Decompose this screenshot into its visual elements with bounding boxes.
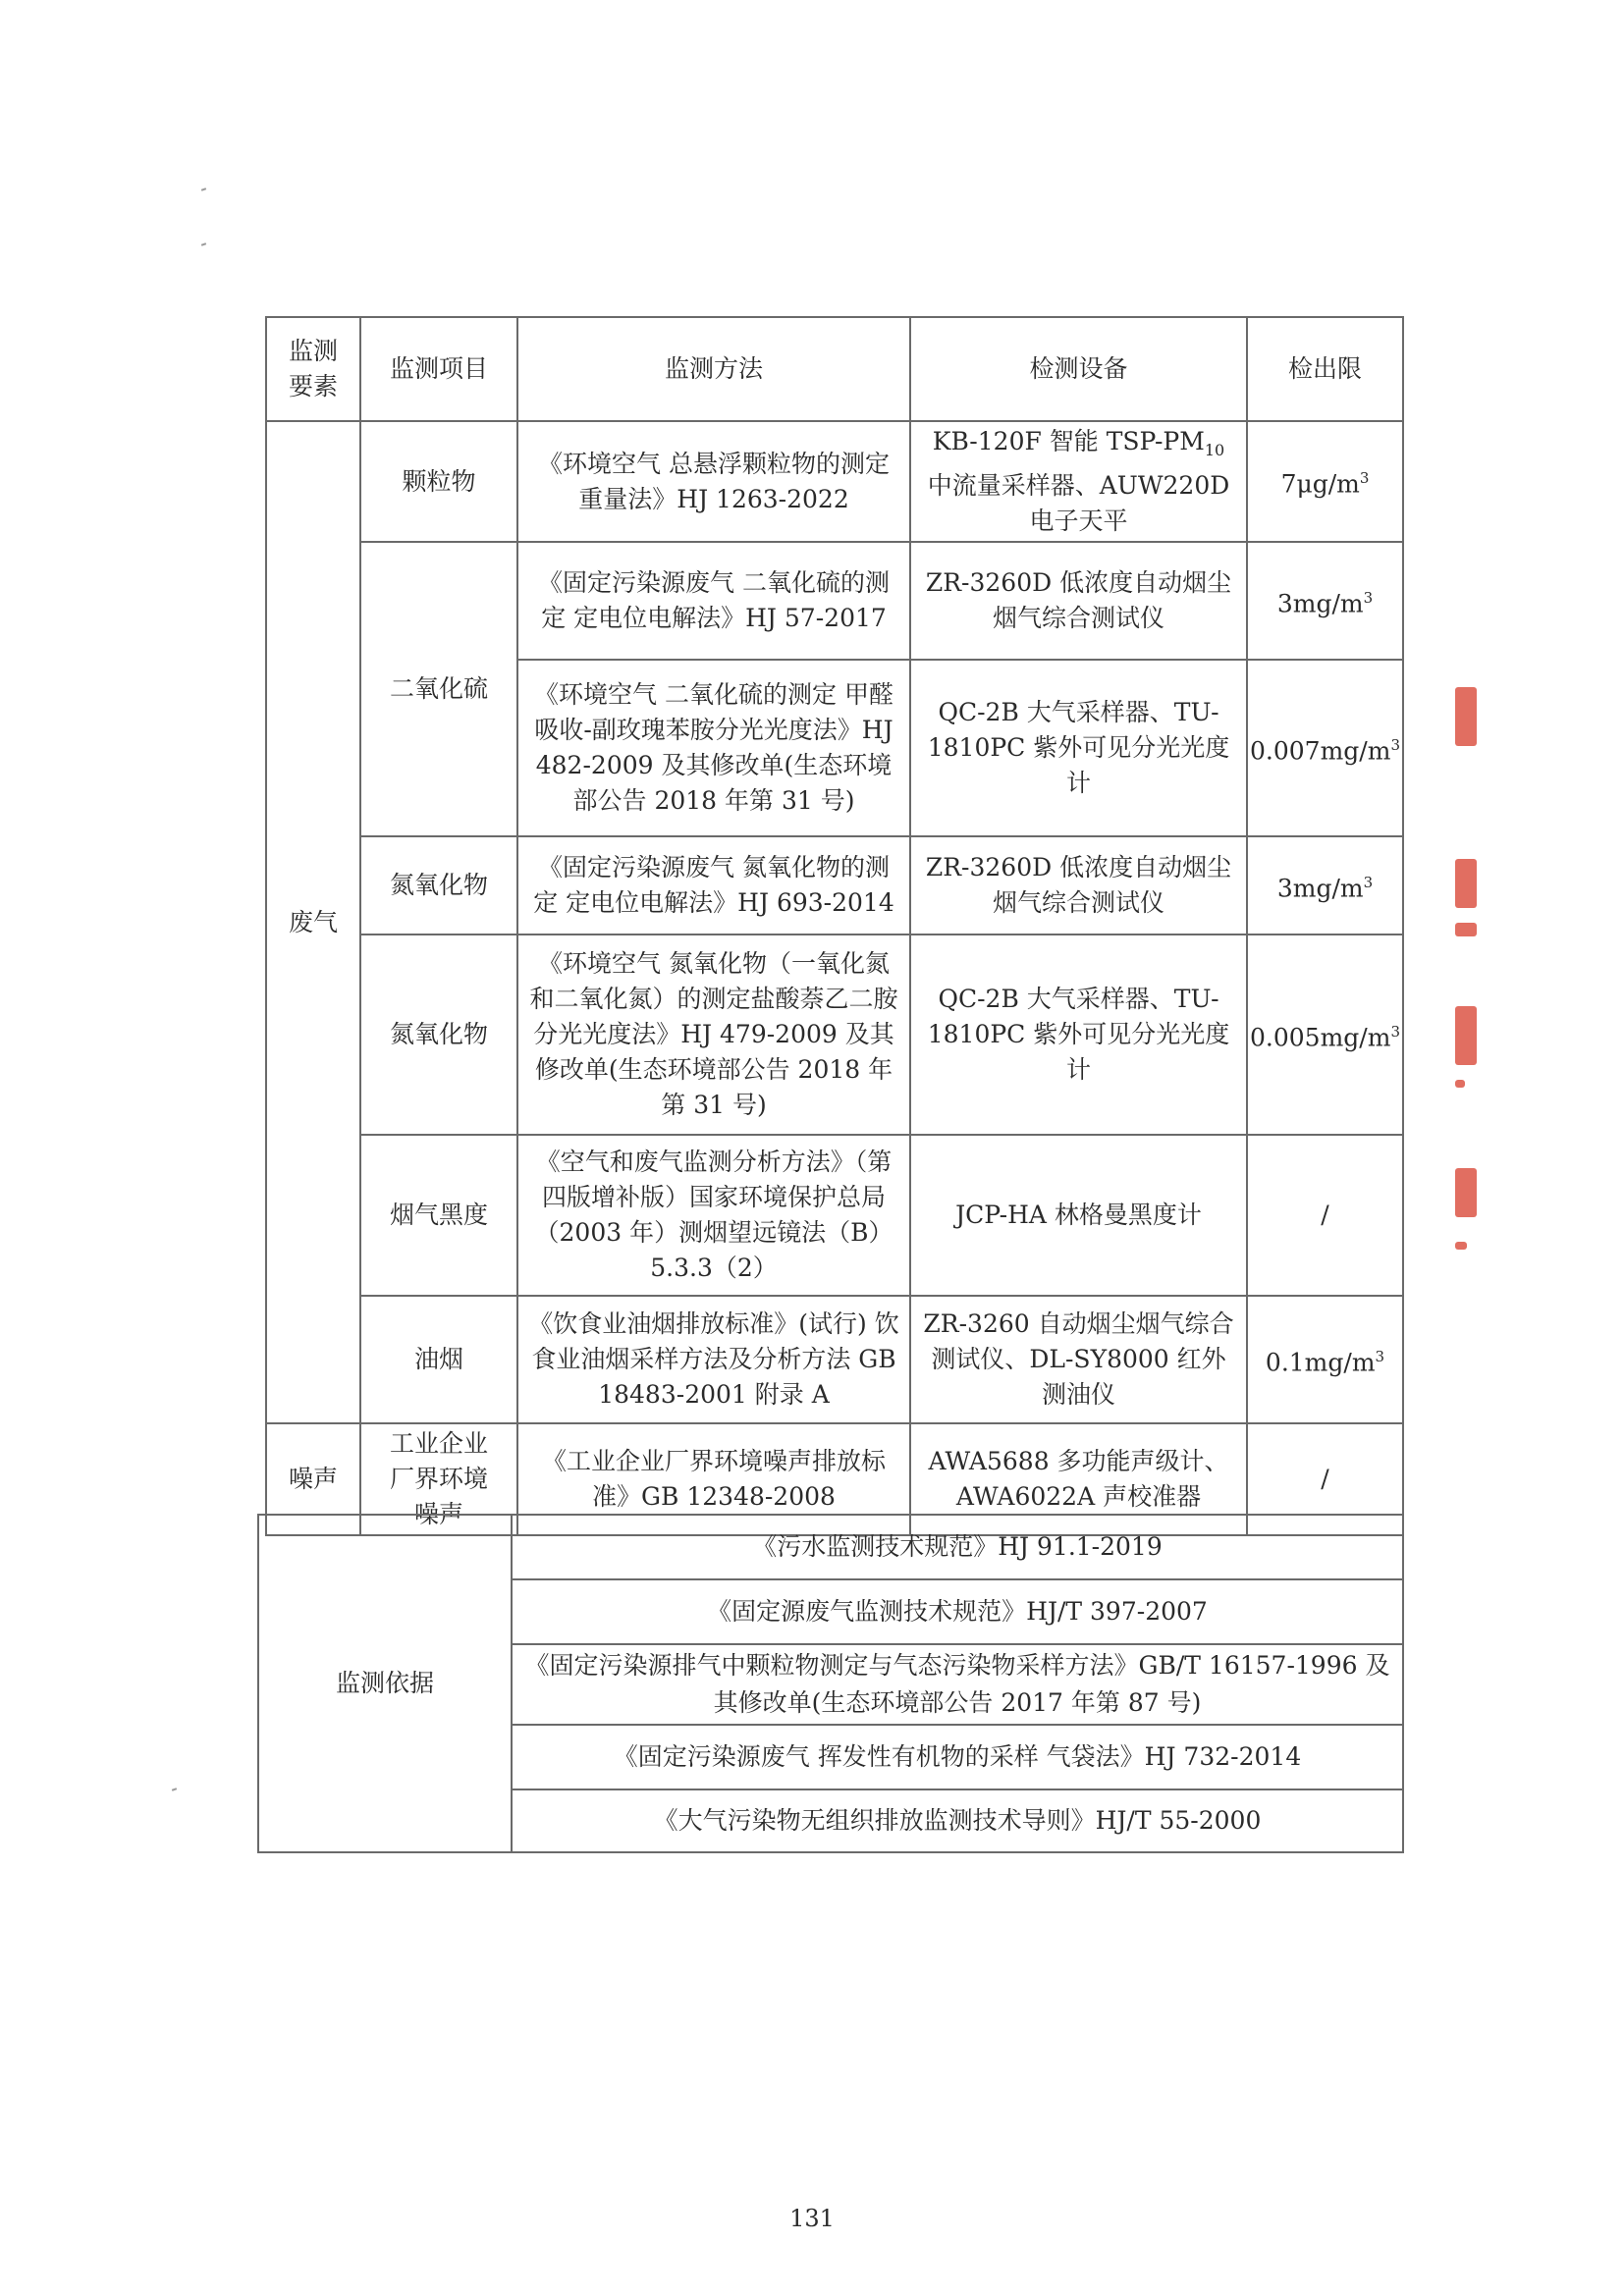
equipment-text: KB-120F 智能 TSP-PM bbox=[932, 427, 1205, 455]
item-cell: 二氧化硫 bbox=[360, 542, 517, 836]
basis-item: 《固定污染源排气中颗粒物测定与气态污染物采样方法》GB/T 16157-1996 及其修改单(生态环境部公告 2017 年第 87 号) bbox=[512, 1644, 1403, 1725]
equipment-cell: ZR-3260D 低浓度自动烟尘烟气综合测试仪 bbox=[910, 836, 1247, 934]
limit-cell: / bbox=[1247, 1423, 1403, 1535]
table-header-row bbox=[266, 317, 1403, 421]
method-cell: 《饮食业油烟排放标准》(试行) 饮食业油烟采样方法及分析方法 GB 18483-2001 附录 A bbox=[517, 1296, 910, 1423]
item-cell: 颗粒物 bbox=[360, 421, 517, 542]
table-row bbox=[266, 934, 1403, 1135]
method-cell: 《环境空气 氮氧化物（一氧化氮和二氧化氮）的测定盐酸萘乙二胺分光光度法》HJ 479-2009 及其修改单(生态环境部公告 2018 年第 31 号) bbox=[517, 934, 910, 1135]
limit-superscript: 3 bbox=[1390, 1022, 1400, 1041]
scan-speck bbox=[201, 242, 206, 246]
monitoring-basis-table bbox=[257, 1514, 1404, 1853]
limit-cell bbox=[1247, 1296, 1403, 1423]
header-item: 监测项目 bbox=[360, 317, 517, 421]
limit-value: 3mg/m bbox=[1276, 589, 1364, 618]
limit-cell bbox=[1247, 542, 1403, 660]
header-element: 监测要素 bbox=[266, 317, 360, 421]
equipment-cell: JCP-HA 林格曼黑度计 bbox=[910, 1135, 1247, 1296]
monitoring-methods-table bbox=[265, 316, 1404, 1536]
group-noise: 噪声 bbox=[266, 1423, 360, 1535]
table-row bbox=[266, 1135, 1403, 1296]
limit-superscript: 3 bbox=[1363, 873, 1374, 891]
group-waste-gas: 废气 bbox=[266, 421, 360, 1423]
equipment-subscript: 10 bbox=[1204, 441, 1225, 459]
limit-cell bbox=[1247, 421, 1403, 542]
basis-label: 监测依据 bbox=[258, 1515, 512, 1852]
header-limit: 检出限 bbox=[1247, 317, 1403, 421]
method-cell: 《固定污染源废气 二氧化硫的测定 定电位电解法》HJ 57-2017 bbox=[517, 542, 910, 660]
item-cell: 工业企业厂界环境噪声 bbox=[360, 1423, 517, 1535]
limit-superscript: 3 bbox=[1375, 1347, 1385, 1365]
item-cell: 油烟 bbox=[360, 1296, 517, 1423]
item-cell: 氮氧化物 bbox=[360, 934, 517, 1135]
basis-row bbox=[258, 1515, 1403, 1579]
limit-value: 0.007mg/m bbox=[1250, 736, 1391, 766]
basis-item: 《固定源废气监测技术规范》HJ/T 397-2007 bbox=[512, 1579, 1403, 1644]
equipment-cell bbox=[910, 421, 1247, 542]
limit-superscript: 3 bbox=[1359, 469, 1370, 488]
scan-speck bbox=[172, 1788, 177, 1791]
method-cell: 《固定污染源废气 氮氧化物的测定 定电位电解法》HJ 693-2014 bbox=[517, 836, 910, 934]
equipment-cell: QC-2B 大气采样器、TU-1810PC 紫外可见分光光度计 bbox=[910, 934, 1247, 1135]
method-cell: 《环境空气 二氧化硫的测定 甲醛吸收-副玫瑰苯胺分光光度法》HJ 482-2009 及其修改单(生态环境部公告 2018 年第 31 号) bbox=[517, 660, 910, 836]
item-cell: 氮氧化物 bbox=[360, 836, 517, 934]
table-row bbox=[266, 421, 1403, 542]
limit-value: 7μg/m bbox=[1280, 469, 1360, 499]
basis-item: 《大气污染物无组织排放监测技术导则》HJ/T 55-2000 bbox=[512, 1789, 1403, 1852]
equipment-cell: QC-2B 大气采样器、TU-1810PC 紫外可见分光光度计 bbox=[910, 660, 1247, 836]
item-cell: 烟气黑度 bbox=[360, 1135, 517, 1296]
limit-value: 0.1mg/m bbox=[1265, 1348, 1376, 1377]
method-cell: 《环境空气 总悬浮颗粒物的测定 重量法》HJ 1263-2022 bbox=[517, 421, 910, 542]
limit-cell: / bbox=[1247, 1135, 1403, 1296]
limit-cell bbox=[1247, 934, 1403, 1135]
table-row bbox=[266, 1296, 1403, 1423]
basis-item: 《固定污染源废气 挥发性有机物的采样 气袋法》HJ 732-2014 bbox=[512, 1725, 1403, 1789]
limit-cell bbox=[1247, 836, 1403, 934]
header-equipment: 检测设备 bbox=[910, 317, 1247, 421]
method-cell: 《空气和废气监测分析方法》（第四版增补版）国家环境保护总局（2003 年）测烟望远镜法（B）5.3.3（2） bbox=[517, 1135, 910, 1296]
limit-value: 3mg/m bbox=[1276, 874, 1364, 903]
scan-speck bbox=[201, 187, 206, 191]
method-cell: 《工业企业厂界环境噪声排放标准》GB 12348-2008 bbox=[517, 1423, 910, 1535]
header-method: 监测方法 bbox=[517, 317, 910, 421]
limit-cell bbox=[1247, 660, 1403, 836]
equipment-text: 中流量采样器、AUW220D 电子天平 bbox=[927, 471, 1230, 535]
red-seal-stamp-edge bbox=[1455, 687, 1481, 1266]
limit-superscript: 3 bbox=[1390, 735, 1400, 754]
equipment-cell: AWA5688 多功能声级计、AWA6022A 声校准器 bbox=[910, 1423, 1247, 1535]
limit-value: 0.005mg/m bbox=[1250, 1023, 1391, 1052]
equipment-cell: ZR-3260 自动烟尘烟气综合测试仪、DL-SY8000 红外测油仪 bbox=[910, 1296, 1247, 1423]
table-row bbox=[266, 542, 1403, 660]
equipment-cell: ZR-3260D 低浓度自动烟尘烟气综合测试仪 bbox=[910, 542, 1247, 660]
limit-superscript: 3 bbox=[1363, 588, 1374, 607]
basis-item: 《污水监测技术规范》HJ 91.1-2019 bbox=[512, 1515, 1403, 1579]
table-row bbox=[266, 836, 1403, 934]
page-number: 131 bbox=[789, 2205, 835, 2232]
